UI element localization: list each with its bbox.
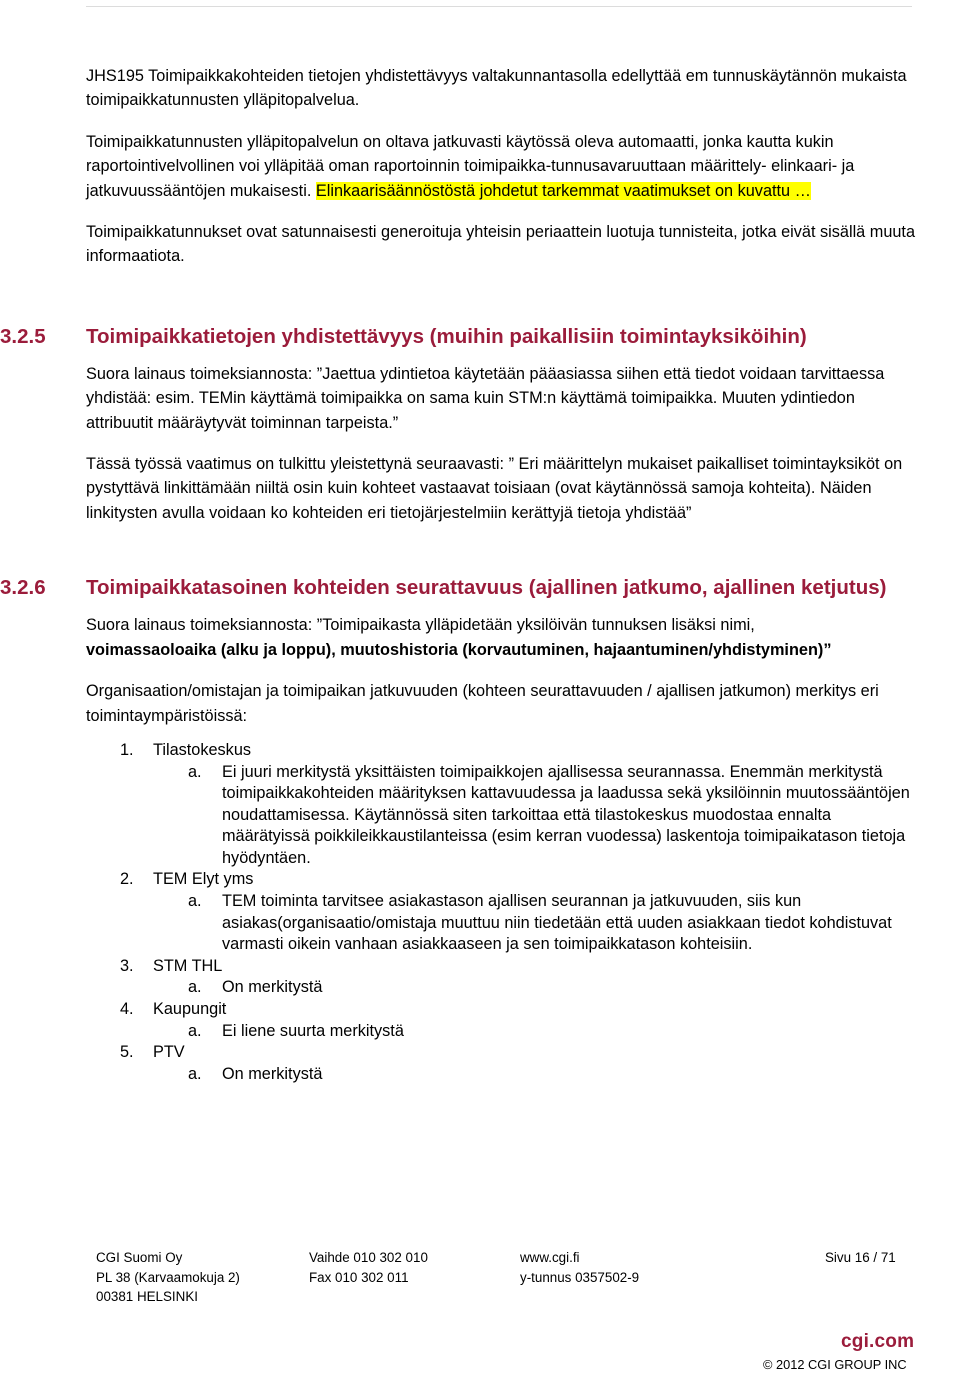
intro-paragraph-1: JHS195 Toimipaikkakohteiden tietojen yhdistettävyys valtakunnantasolla edellyttää em tunnuskäytännön mukaista toimipaikkatunnusten ylläpitopalvelua. xyxy=(86,67,907,110)
intro-paragraph-2 xyxy=(86,130,916,203)
section-326-paragraph-2: Organisaation/omistajan ja toimipaikan jatkuvuuden (kohteen seurattavuuden / ajallisen jatkumon) merkitys eri toimintaympäristöissä: xyxy=(86,682,879,725)
sub-list-letter: a. xyxy=(188,978,202,997)
sub-list xyxy=(153,1064,916,1086)
list-number: 2. xyxy=(120,870,134,889)
sub-list xyxy=(153,1021,916,1043)
section-325-paragraph-1: Suora lainaus toimeksiannosta: ”Jaettua ydintietoa käytetään pääasiassa siihen että tiedot voidaan tarvittaessa yhdistää: esim. TEMin käyttämä toimipaikka on sama kuin STM:n käyttämä toimipaikka. Muuten ydintiedon attribuutit määräytyvät toiminnan tarpeista.” xyxy=(86,364,885,432)
list-item xyxy=(86,740,916,870)
company-address: PL 38 (Karvaamokuja 2) xyxy=(96,1269,240,1285)
copyright-notice: © 2012 CGI GROUP INC xyxy=(763,1357,907,1372)
sub-list-item xyxy=(154,1021,916,1043)
intro-paragraph-2-text: Toimipaikkatunnusten ylläpitopalvelun on oltava jatkuvasti käytössä oleva automaatti, jonka kautta kukin raportointivelvollinen voi ylläpitää oman raportoinnin toimipaikka-tunnusavaruuttaan määrittely- elinkaari- ja jatkuvuussääntöjen mukaisesti. xyxy=(86,132,855,200)
quote-bold-text: voimassaoloaika (alku ja loppu), muutoshistoria (korvautuminen, hajaantuminen/yhdistyminen)” xyxy=(86,640,832,659)
company-name: CGI Suomi Oy xyxy=(96,1250,183,1265)
list-label: TEM Elyt yms xyxy=(153,870,254,889)
list-number: 3. xyxy=(120,956,134,975)
list-label: STM THL xyxy=(153,956,223,975)
section-heading-326 xyxy=(0,573,916,603)
sub-list xyxy=(153,977,916,999)
phone-switchboard: Vaihde 010 302 010 xyxy=(309,1250,428,1265)
section-number: 3.2.6 xyxy=(0,576,46,600)
sub-list-item xyxy=(154,891,916,956)
page-number: Sivu 16 / 71 xyxy=(825,1250,896,1265)
section-heading-325 xyxy=(0,322,916,352)
highlighted-text: Elinkaarisäännöstöstä johdetut tarkemmat vaatimukset on kuvattu … xyxy=(315,181,811,200)
sub-list-letter: a. xyxy=(188,1064,202,1083)
list-number: 1. xyxy=(120,740,134,759)
document-body xyxy=(0,64,916,1085)
quote-text: Suora lainaus toimeksiannosta: ”Toimipaikasta ylläpidetään yksilöivän tunnuksen lisäksi nimi, xyxy=(86,616,755,635)
phone-fax: Fax 010 302 011 xyxy=(309,1269,409,1285)
list-item xyxy=(86,1042,916,1085)
section-number: 3.2.5 xyxy=(0,324,46,348)
business-id: y-tunnus 0357502-9 xyxy=(520,1269,640,1285)
intro-paragraph-3: Toimipaikkatunnukset ovat satunnaisesti generoituja yhteisin periaattein luotuja tunnisteita, jotka eivät sisällä muuta informaatiota. xyxy=(86,223,916,266)
section-325-paragraph-2: Tässä työssä vaatimus on tulkittu yleistettynä seuraavasti: ” Eri määrittelyn mukaiset paikalliset toimintayksiköt on pystyttävä linkittämään niiltä osin kuin kohteet vastaavat toisiaan (ovat käytännössä samoja kohteita). Näiden linkitysten avulla voidaan ko kohteiden eri tietojärjestelmiin kerättyjä tietoja yhdistää” xyxy=(86,455,903,522)
company-postal: 00381 HELSINKI xyxy=(96,1289,198,1304)
list-number: 5. xyxy=(120,1043,134,1062)
sub-list-text: Ei liene suurta merkitystä xyxy=(222,1021,404,1040)
sub-list xyxy=(153,762,916,870)
section-title: Toimipaikkatasoinen kohteiden seurattavuus (ajallinen jatkumo, ajallinen ketjutus) xyxy=(86,576,887,600)
sub-list-text: On merkitystä xyxy=(222,978,323,997)
environment-list xyxy=(86,740,916,1086)
list-label: Kaupungit xyxy=(153,1000,227,1019)
section-title: Toimipaikkatietojen yhdistettävyys (muihin paikallisiin toimintayksiköihin) xyxy=(86,324,807,348)
sub-list-item xyxy=(154,977,916,999)
website-link[interactable]: www.cgi.fi xyxy=(520,1250,580,1265)
footer-company xyxy=(96,1248,240,1307)
footer-phones xyxy=(309,1248,428,1287)
footer-web xyxy=(520,1248,639,1287)
sub-list-item xyxy=(154,1064,916,1086)
sub-list-letter: a. xyxy=(188,892,202,911)
sub-list-text: On merkitystä xyxy=(222,1064,323,1083)
top-rule xyxy=(86,6,912,7)
sub-list-letter: a. xyxy=(188,762,202,781)
list-label: PTV xyxy=(153,1043,185,1062)
list-item xyxy=(86,869,916,955)
footer-page xyxy=(825,1248,896,1268)
sub-list-text: TEM toiminta tarvitsee asiakastason ajallisen seurannan ja jatkuvuuden, siis kun asiakas(organisaatio/omistaja muuttuu niin tiedetään että uuden asiakkaan tiedot kohdistuvat varmasti oikein vanhaan asiakkaaseen ja sen toimipaikkatason kohteisiin. xyxy=(222,892,892,954)
brand-logo-text[interactable]: cgi.com xyxy=(841,1331,915,1352)
list-label: Tilastokeskus xyxy=(153,740,252,759)
list-number: 4. xyxy=(120,1000,134,1019)
sub-list-text: Ei juuri merkitystä yksittäisten toimipaikkojen ajallisessa seurannassa. Enemmän merkitystä toimipaikkakohteiden määrityksen kattavuudessa ja laadussa sekä yksilöinnin muutossääntöjen noudattamisessa. Käytännössä siten tarkoittaa että tilastokeskus muodostaa ennalta määrätyissä poikkileikkaustilanteissa (esim kerran vuodessa) laskentoja toimipaikatason tietoja hyödyntäen. xyxy=(222,762,910,867)
list-item xyxy=(86,956,916,999)
sub-list-letter: a. xyxy=(188,1021,202,1040)
sub-list xyxy=(153,891,916,956)
section-326-paragraph-1 xyxy=(86,613,916,662)
list-item xyxy=(86,999,916,1042)
sub-list-item xyxy=(154,762,916,870)
